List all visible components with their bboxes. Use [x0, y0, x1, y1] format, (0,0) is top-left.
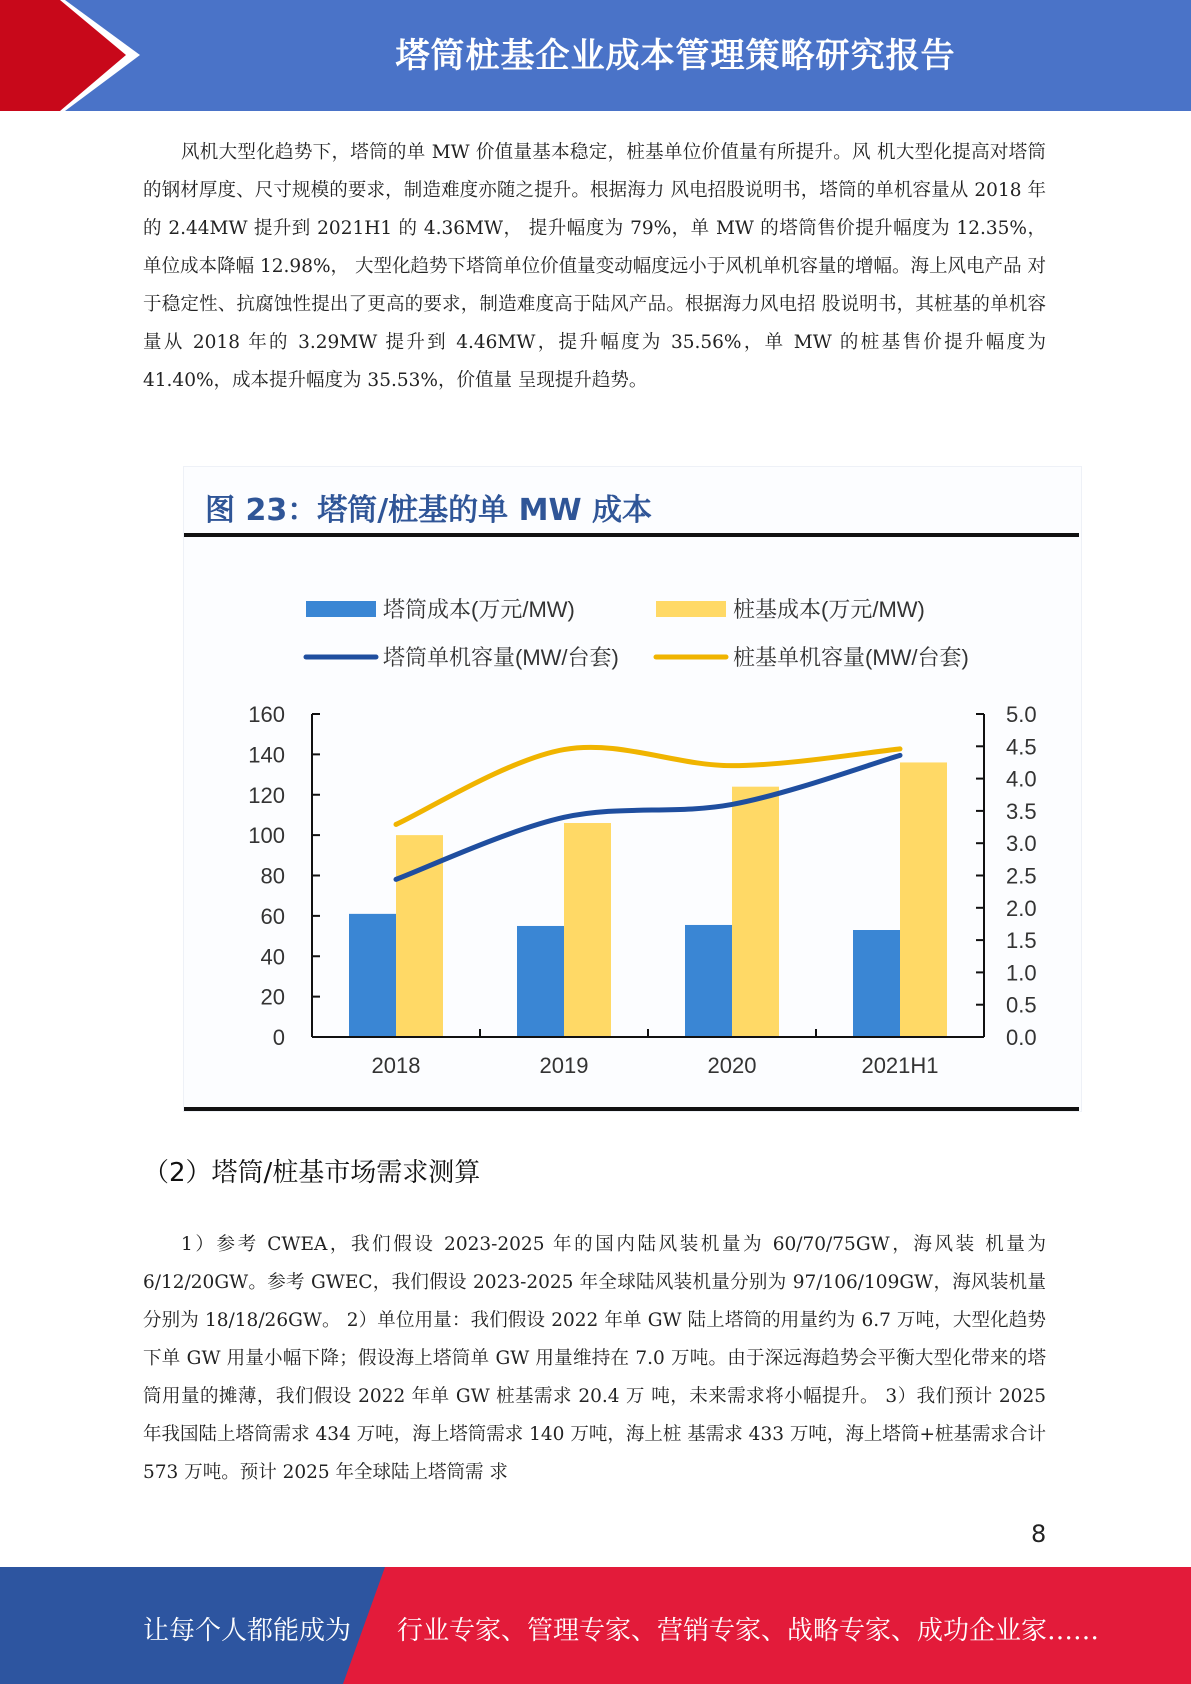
- legend-label-3: 塔筒单机容量(MW/台套): [383, 645, 619, 670]
- page-header: [0, 0, 1191, 111]
- chart-canvas: [184, 467, 1081, 1111]
- left-tick-label-40: 40: [260, 944, 285, 970]
- bar-1-2019: [517, 926, 564, 1037]
- bar-1-2018: [349, 914, 396, 1037]
- right-tick-label-2.5: 2.5: [1006, 863, 1037, 889]
- left-tick-label-60: 60: [260, 903, 285, 929]
- legend-label-1: 塔筒成本(万元/MW): [383, 597, 575, 622]
- right-tick-label-0.0: 0.0: [1006, 1025, 1037, 1050]
- series-line-2: [396, 747, 900, 824]
- left-tick-label-140: 140: [248, 742, 285, 768]
- legend-swatch-1: [306, 601, 376, 617]
- right-tick-label-1.5: 1.5: [1006, 928, 1037, 954]
- bar-2-2021H1: [900, 762, 947, 1037]
- left-tick-label-0: 0: [272, 1025, 285, 1050]
- figure-bottom-rule: [184, 1107, 1079, 1111]
- right-tick-label-1.0: 1.0: [1006, 960, 1037, 986]
- series-line-1: [396, 755, 900, 879]
- footer-slogan-right: 行业专家、管理专家、营销专家、战略专家、成功企业家……: [397, 1616, 1100, 1646]
- right-tick-label-2.0: 2.0: [1006, 895, 1037, 921]
- right-tick-label-3.0: 3.0: [1006, 831, 1037, 857]
- legend-label-4: 桩基单机容量(MW/台套): [733, 645, 969, 670]
- left-tick-label-100: 100: [248, 823, 285, 849]
- legend-swatch-2: [656, 601, 726, 617]
- right-tick-label-0.5: 0.5: [1006, 992, 1037, 1018]
- x-tick-label-2021H1: 2021H1: [861, 1053, 939, 1078]
- body-paragraph-1: 风机大型化趋势下，塔筒的单 MW 价值量基本稳定，桩基单位价值量有所提升。风 机大型化提高对塔筒的钢材厚度、尺寸规模的要求，制造难度亦随之提升。根据海力 风电招股说明书，塔筒的单机容量从 2018 年的 2.44MW 提升到 2021H1 的 4.36MW， 提升幅度为 79%，单 MW 的塔筒售价提升幅度为 12.35%，单位成本降幅 12.98%， 大型化趋势下塔筒单位价值量变动幅度远小于风机单机容量的增幅。海上风电产品 对于稳定性、抗腐蚀性提出了更高的要求，制造难度高于陆风产品。根据海力风电招 股说明书，其桩基的单机容量从 2018 年的 3.29MW 提升到 4.46MW，提升幅度为 35.56%，单 MW 的桩基售价提升幅度为 41.40%，成本提升幅度为 35.53%，价值量 呈现提升趋势。: [143, 142, 1046, 391]
- left-tick-label-20: 20: [260, 984, 285, 1010]
- footer-slogan-left: 让每个人都能成为: [143, 1616, 352, 1646]
- x-tick-label-2020: 2020: [707, 1053, 757, 1078]
- page-title: 塔筒桩基企业成本管理策略研究报告: [395, 36, 956, 76]
- left-tick-label-120: 120: [248, 782, 285, 808]
- bar-1-2021H1: [853, 930, 900, 1037]
- right-tick-label-3.5: 3.5: [1006, 798, 1037, 824]
- header-arrow-decoration: [0, 0, 180, 111]
- bar-2-2019: [564, 823, 611, 1037]
- body-paragraph-2: 1）参考 CWEA，我们假设 2023-2025 年的国内陆风装机量为 60/70/75GW，海风装 机量为 6/12/20GW。参考 GWEC，我们假设 2023-2025 年全球陆风装机量分别为 97/106/109GW，海风装机量分别为 18/18/26GW。 2）单位用量：我们假设 2022 年单 GW 陆上塔筒的用量约为 6.7 万吨，大型化趋势 下单 GW 用量小幅下降；假设海上塔筒单 GW 用量维持在 7.0 万吨。由于深远海趋势会平衡大型化带来的塔筒用量的摊薄，我们假设 2022 年单 GW 桩基需求 20.4 万 吨，未来需求将小幅提升。 3）我们预计 2025 年我国陆上塔筒需求 434 万吨，海上塔筒需求 140 万吨，海上桩 基需求 433 万吨，海上塔筒+桩基需求合计 573 万吨。预计 2025 年全球陆上塔筒需 求: [143, 1234, 1046, 1483]
- x-tick-label-2019: 2019: [539, 1053, 589, 1078]
- bar-2-2020: [732, 787, 779, 1037]
- figure-23: [183, 466, 1082, 1112]
- right-tick-label-5.0: 5.0: [1006, 702, 1037, 727]
- bar-1-2020: [685, 925, 732, 1037]
- right-tick-label-4.5: 4.5: [1006, 734, 1037, 760]
- page-number: 8: [1031, 1520, 1047, 1548]
- legend-label-2: 桩基成本(万元/MW): [733, 597, 925, 622]
- left-tick-label-160: 160: [248, 702, 285, 727]
- figure-title: 图 23：塔筒/桩基的单 MW 成本: [205, 493, 652, 528]
- section-heading: （2）塔筒/桩基市场需求测算: [143, 1158, 481, 1188]
- left-tick-label-80: 80: [260, 863, 285, 889]
- right-tick-label-4.0: 4.0: [1006, 766, 1037, 792]
- x-tick-label-2018: 2018: [371, 1053, 421, 1078]
